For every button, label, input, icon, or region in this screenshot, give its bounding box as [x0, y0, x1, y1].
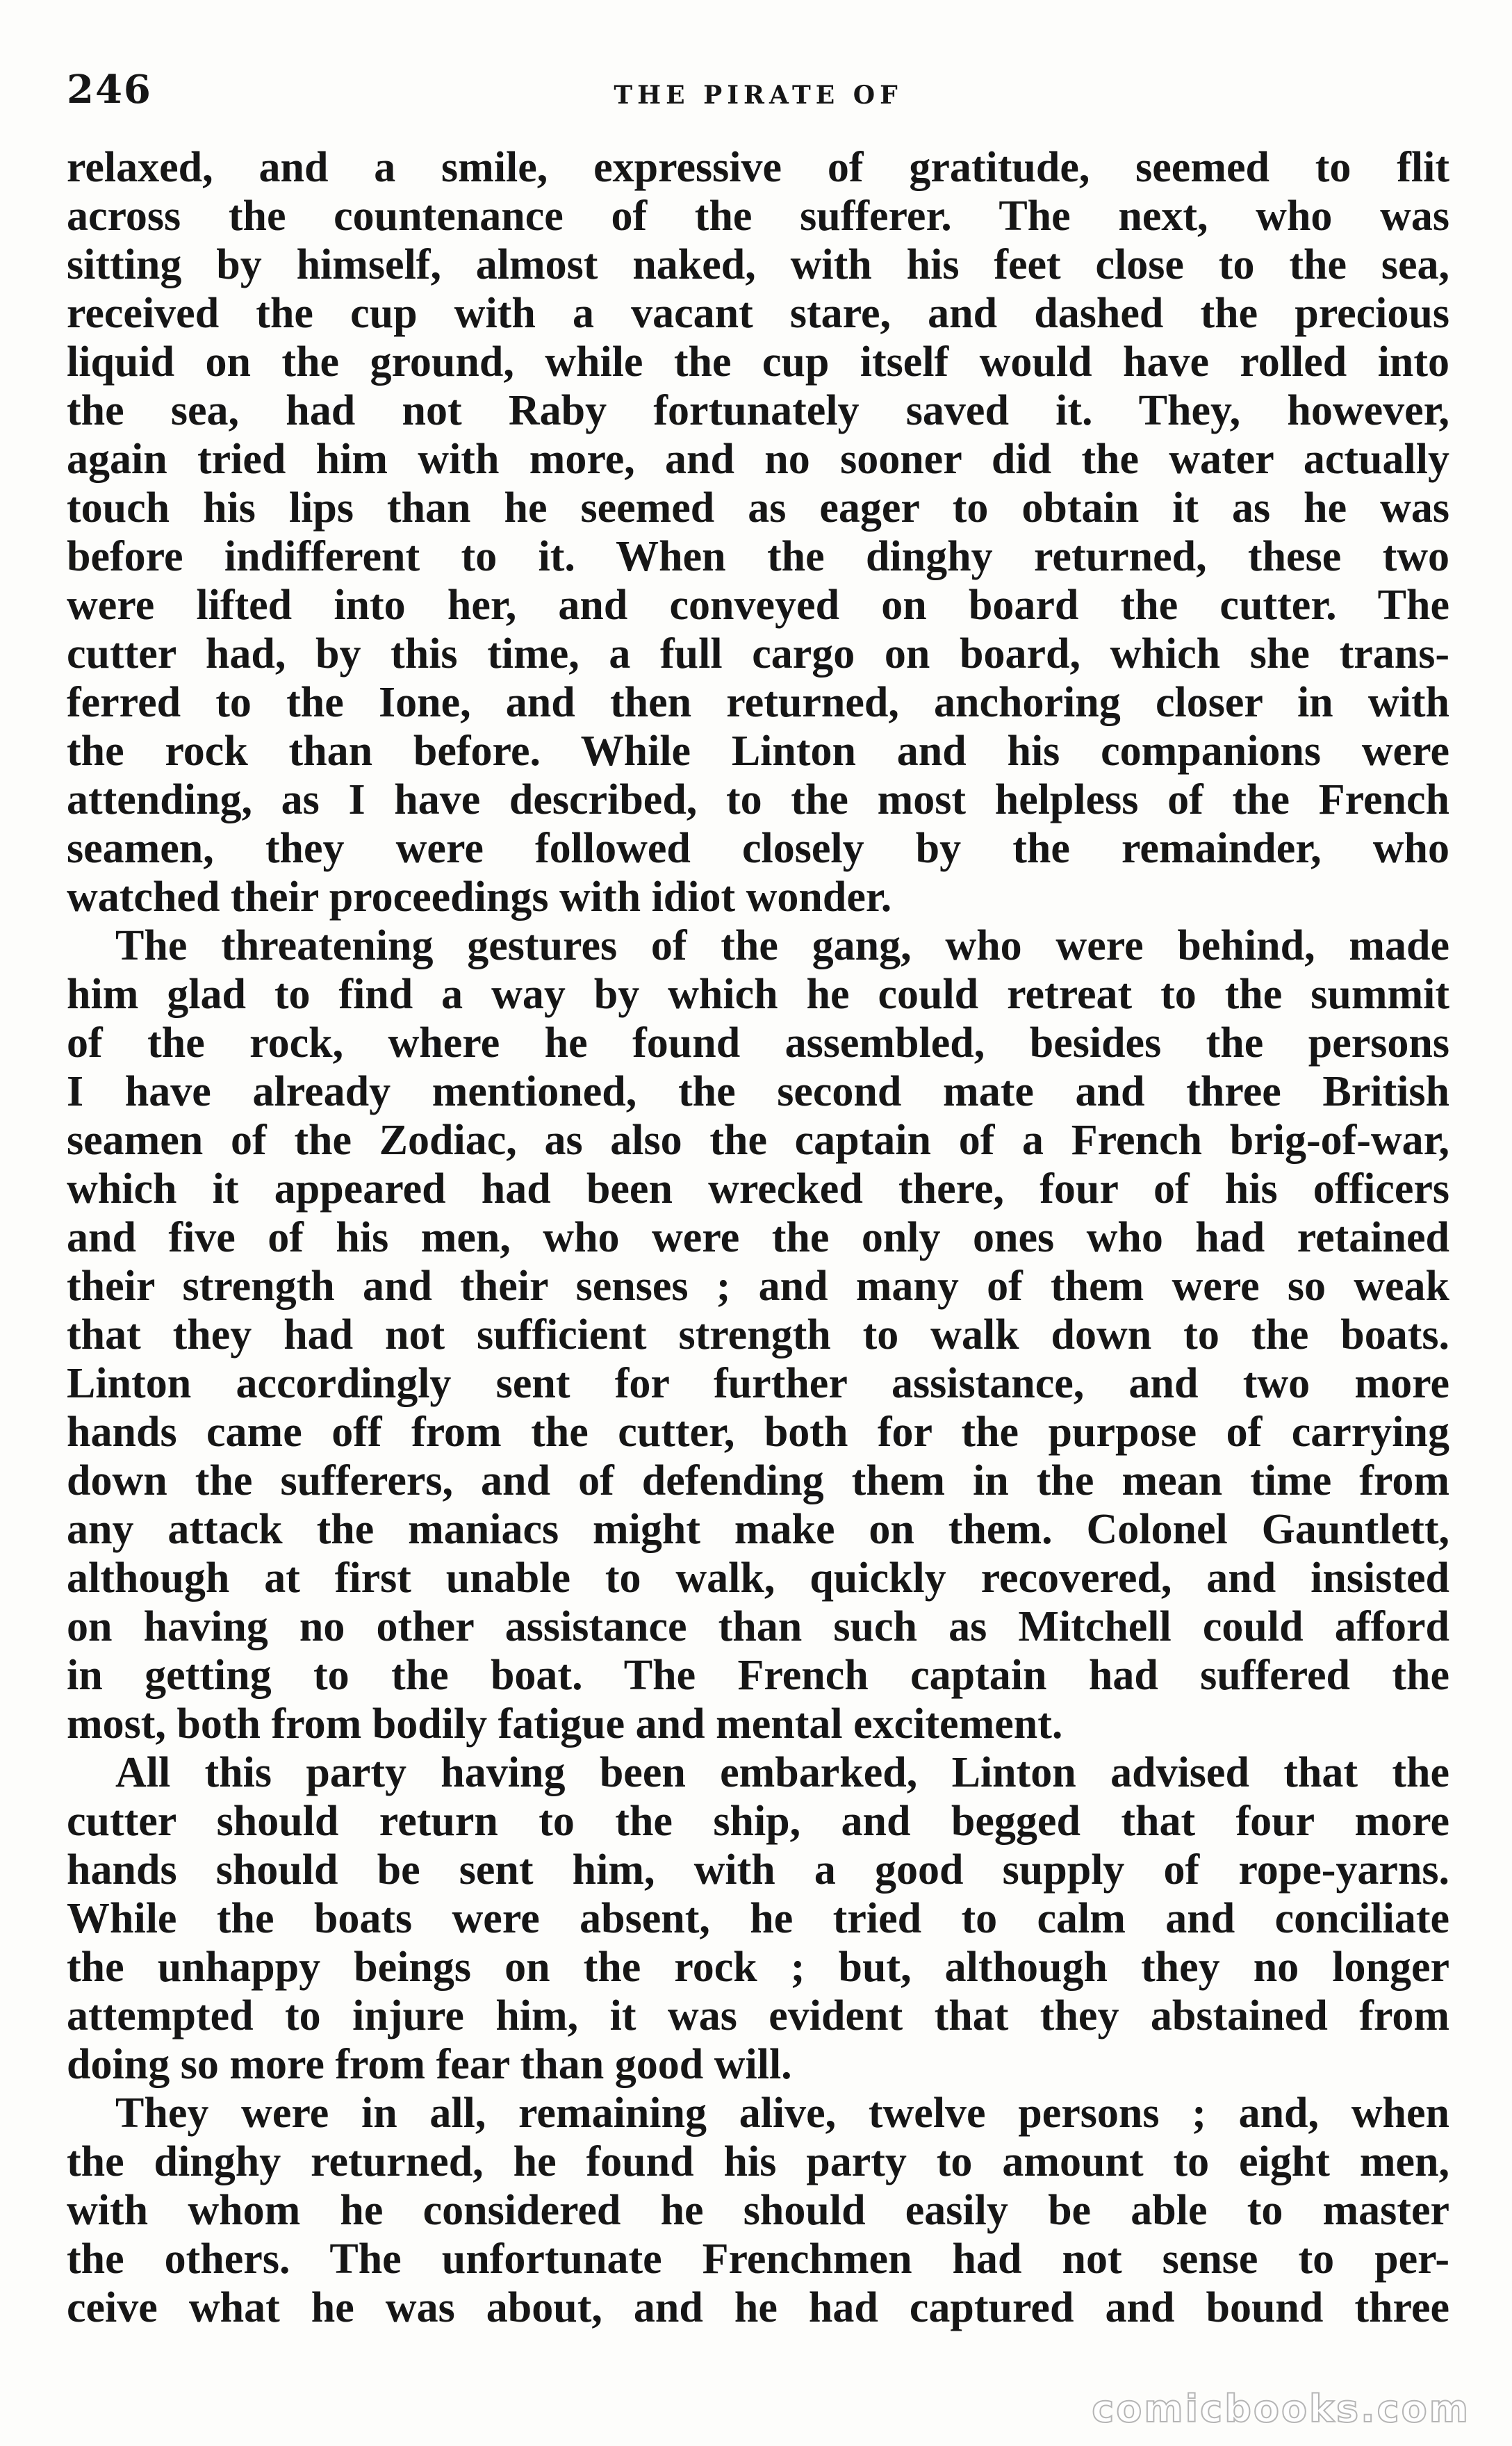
text-line: doing so more from fear than good will. [67, 2041, 792, 2088]
text-line: relaxed, and a smile, expressive of gratitude, seemed to flit [67, 144, 1449, 191]
text-line: of the rock, where he found assembled, besides the persons [67, 1019, 1449, 1067]
text-line: The threatening gestures of the gang, who were behind, made [115, 922, 1449, 969]
text-line: were lifted into her, and conveyed on board the cutter. The [67, 582, 1449, 629]
text-line: with whom he considered he should easily be able to master [67, 2187, 1449, 2234]
text-line: hands should be sent him, with a good supply of rope-yarns. [67, 1846, 1449, 1894]
text-line: touch his lips than he seemed as eager to obtain it as he was [67, 484, 1449, 532]
book-page [67, 67, 1449, 2332]
text-line: him glad to find a way by which he could retreat to the summit [67, 971, 1449, 1018]
text-line: cutter had, by this time, a full cargo on board, which she trans- [67, 630, 1449, 678]
text-line: and five of his men, who were the only ones who had retained [67, 1214, 1449, 1261]
text-line: in getting to the boat. The French captain had suffered the [67, 1652, 1449, 1699]
text-line: ferred to the Ione, and then returned, anchoring closer in with [67, 679, 1449, 726]
text-line: again tried him with more, and no sooner did the water actually [67, 436, 1449, 483]
page-header [67, 67, 1449, 129]
page-number: 246 [67, 67, 152, 113]
text-line: the rock than before. While Linton and his companions were [67, 728, 1449, 775]
text-line: before indifferent to it. When the dinghy returned, these two [67, 533, 1449, 580]
text-line: hands came off from the cutter, both for the purpose of carrying [67, 1409, 1449, 1456]
text-line: sitting by himself, almost naked, with his feet close to the sea, [67, 241, 1449, 288]
body-text [67, 143, 1449, 2332]
text-line: ceive what he was about, and he had captured and bound three [67, 2284, 1449, 2331]
text-line: the sea, had not Raby fortunately saved it. They, however, [67, 387, 1449, 434]
text-line: seamen, they were followed closely by the remainder, who [67, 825, 1449, 872]
text-line: seamen of the Zodiac, as also the captain of a French brig-of-war, [67, 1117, 1449, 1164]
text-line: most, both from bodily fatigue and mental excitement. [67, 1700, 1063, 1748]
text-line: received the cup with a vacant stare, and dashed the precious [67, 290, 1449, 337]
text-line: watched their proceedings with idiot wonder. [67, 873, 892, 921]
text-line: They were in all, remaining alive, twelve persons ; and, when [115, 2090, 1449, 2137]
running-head: THE PIRATE OF [614, 81, 903, 110]
text-line: cutter should return to the ship, and begged that four more [67, 1798, 1449, 1845]
text-line: across the countenance of the sufferer. The next, who was [67, 192, 1449, 240]
text-line: the others. The unfortunate Frenchmen had not sense to per- [67, 2235, 1449, 2283]
text-line: liquid on the ground, while the cup itself would have rolled into [67, 338, 1449, 386]
text-line: I have already mentioned, the second mate and three British [67, 1068, 1449, 1115]
watermark: comicbooks.com [1092, 2387, 1470, 2431]
text-line: their strength and their senses ; and many of them were so weak [67, 1263, 1449, 1310]
paragraph-3 [67, 1748, 1449, 2089]
text-line: the unhappy beings on the rock ; but, although they no longer [67, 1944, 1449, 1991]
text-line: While the boats were absent, he tried to calm and conciliate [67, 1895, 1449, 1942]
text-line: although at first unable to walk, quickly recovered, and insisted [67, 1554, 1449, 1602]
paragraph-4 [67, 2089, 1449, 2332]
text-line: Linton accordingly sent for further assistance, and two more [67, 1360, 1449, 1407]
text-line: attempted to injure him, it was evident that they abstained from [67, 1992, 1449, 2039]
paragraph-2 [67, 921, 1449, 1748]
text-line: All this party having been embarked, Linton advised that the [115, 1749, 1449, 1796]
text-line: any attack the maniacs might make on them. Colonel Gauntlett, [67, 1506, 1449, 1553]
text-line: down the sufferers, and of defending them in the mean time from [67, 1457, 1449, 1504]
paragraph-1 [67, 143, 1449, 921]
text-line: that they had not sufficient strength to walk down to the boats. [67, 1311, 1449, 1359]
text-line: the dinghy returned, he found his party to amount to eight men, [67, 2138, 1449, 2185]
text-line: attending, as I have described, to the most helpless of the French [67, 776, 1449, 823]
text-line: on having no other assistance than such as Mitchell could afford [67, 1603, 1449, 1650]
text-line: which it appeared had been wrecked there, four of his officers [67, 1165, 1449, 1213]
